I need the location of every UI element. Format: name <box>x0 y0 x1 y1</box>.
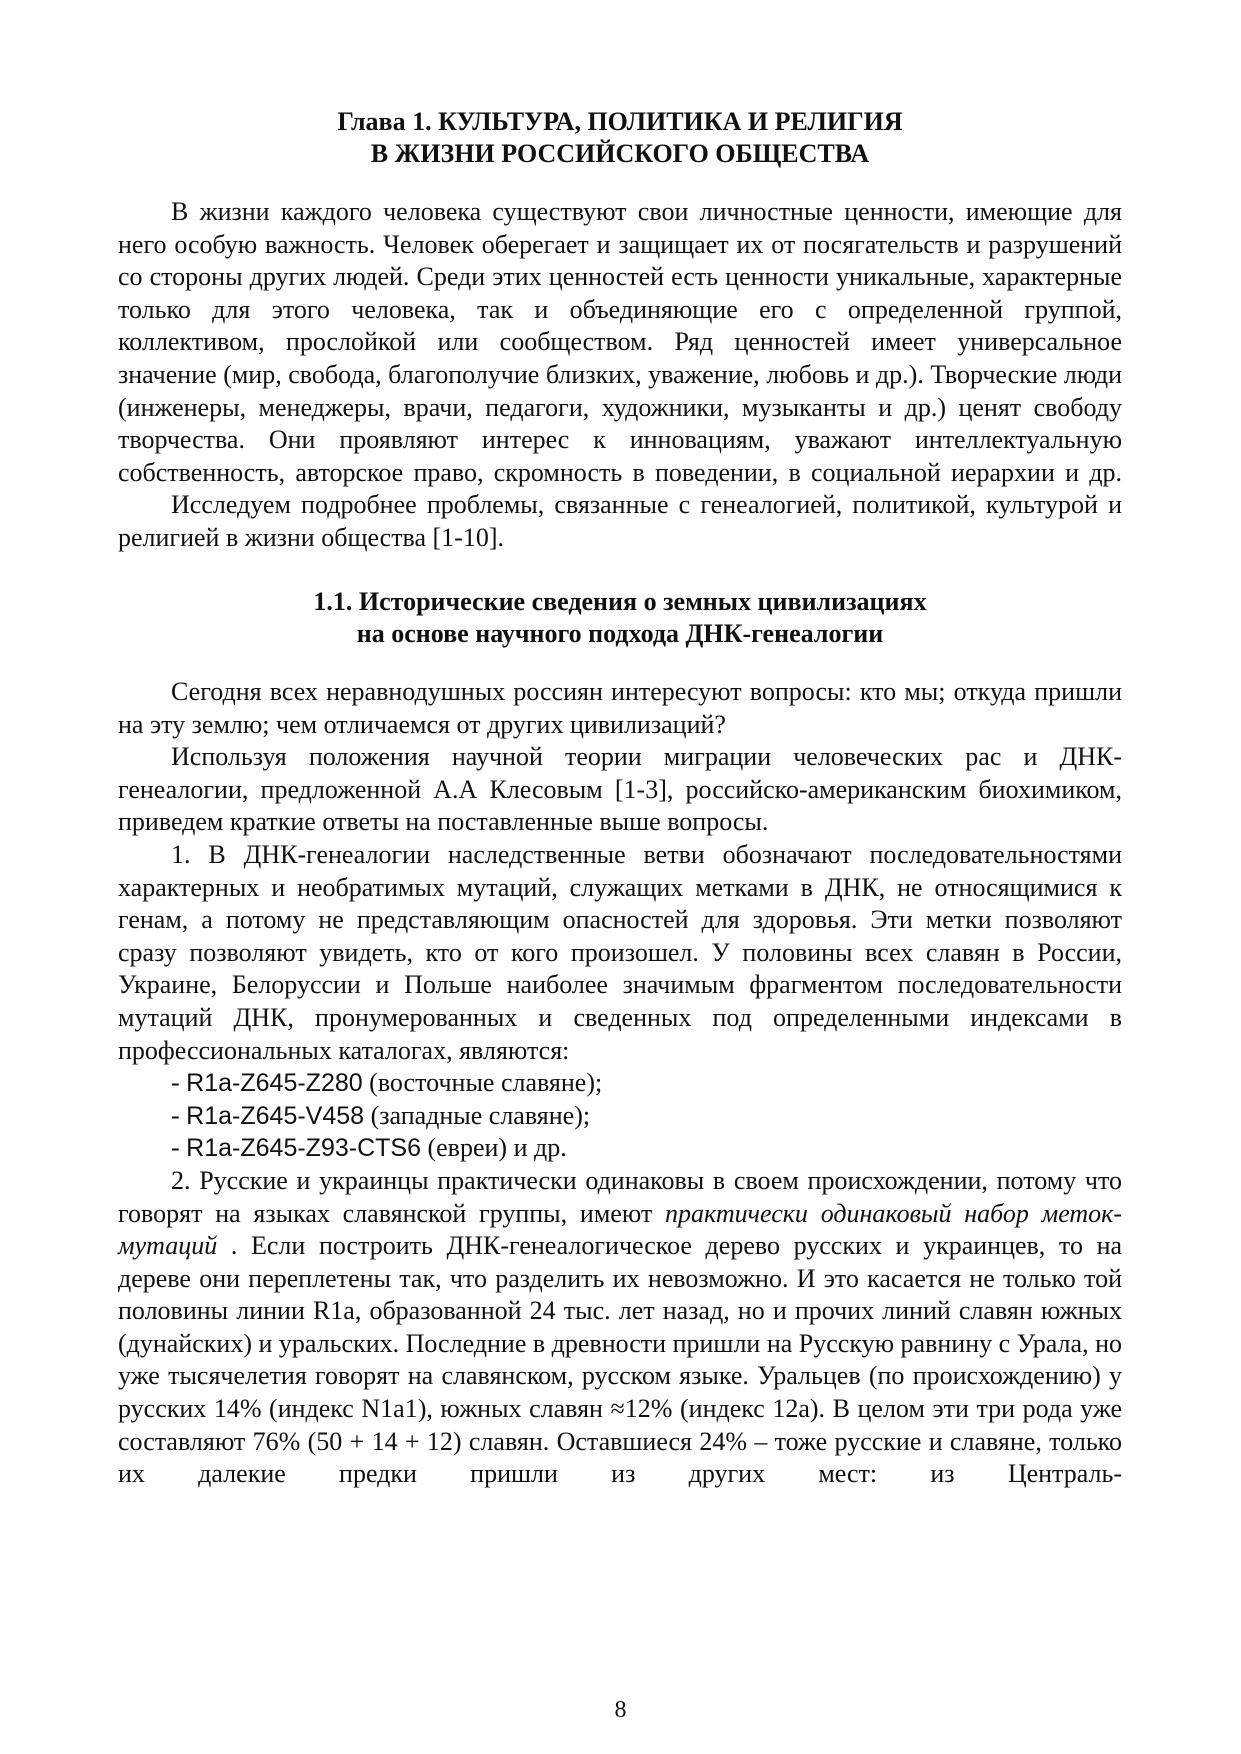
mutation-code: R1a-Z645-V458 <box>186 1101 365 1130</box>
intro-paragraph: В жизни каждого человека существуют свои личностные ценности, имеющие для него особую важность. Человек оберегает и защищает их от посягательств и разрушений со стороны других людей. Среди этих ценностей есть ценности уникальные, характерные только для этого человека, так и объединяющие его с определенной группой, коллективом, прослойкой или сообществом. Ряд ценностей имеет универсальное значение (мир, свобода, благополучие близких, уважение, любовь и др.). Творческие люди (инженеры, менеджеры, врачи, педагоги, художники, музыканты и др.) ценят свободу творчества. Они проявляют интерес к инновациям, уважают интеллектуальную собственность, авторское право, скромность в поведении, в социальной иерархии и др. <box>118 197 1122 487</box>
mutation-description: (восточные славяне); <box>369 1068 603 1098</box>
section-title-line: 1.1. Исторические сведения о земных цивилизациях <box>313 587 927 616</box>
list-item <box>118 1132 1122 1165</box>
mutation-description: (евреи) и др. <box>427 1133 567 1163</box>
paragraph-rest: русских и украинцев, то на дереве они переплетены так, что разделить их невозможно. И это касается не только той половины линии R1a, образованной 24 тыс. лет назад, но и прочих линий славян южных (дунайских) и уральских. Последние в древности пришли на Русскую равнину с Урала, но уже тысячелетия говорят на славянском, русском языке. Уральцев (по происхождению) у русских 14% (индекс N1a1), южных славян ≈12% (индекс 12а). В целом эти три рода уже составляют 76% (50 + 14 + 12) славян. Оставшиеся 24% – тоже русские и славяне, только их далекие предки пришли из других мест: из Централь- <box>118 1231 1123 1489</box>
chapter-title-line: В ЖИЗНИ РОССИЙСКОГО ОБЩЕСТВА <box>370 139 870 168</box>
list-item <box>118 1067 1122 1100</box>
paragraph-line: 2. Русские и украинцы практически одинаковы в своем происхождении, <box>171 1165 988 1195</box>
body-paragraph: 1. В ДНК-генеалогии наследственные ветви обозначают последовательностями характерных и необратимых мутаций, служащих метками в ДНК, не относящимися к генам, а потому не представляющим опасностей для здоровья. Эти метки позволяют сразу позволяют увидеть, кто от кого произошел. У половины всех славян в России, Украине, Белоруссии и Польше наиболее значимым фрагментом последовательности мутаций ДНК, пронумерованных и сведенных под определенными индексами в профессиональных каталогах, являются: <box>118 839 1122 1065</box>
list-dash: - <box>171 1068 180 1098</box>
mutation-list <box>118 1067 1122 1165</box>
body-paragraph <box>118 1165 1122 1491</box>
body-paragraph: Сегодня всех неравнодушных россиян интересуют вопросы: кто мы; откуда пришли на эту землю; чем отличаемся от других цивилизаций? <box>118 677 1122 739</box>
chapter-title-line: Глава 1. КУЛЬТУРА, ПОЛИТИКА И РЕЛИГИЯ <box>337 107 903 136</box>
page-number: 8 <box>614 1697 627 1723</box>
list-item <box>118 1100 1122 1133</box>
section-body <box>118 676 1122 1491</box>
paragraph-line: потому что говорят на языках славянской группы, имеют <box>118 1165 1122 1228</box>
mutation-code: R1a-Z645-Z280 <box>186 1069 363 1098</box>
chapter-title <box>118 106 1122 170</box>
mutation-code: R1a-Z645-Z93-CTS6 <box>186 1134 421 1163</box>
emphasis-text: практически одинаковый набор меток-мутаций <box>118 1198 1122 1261</box>
mutation-description: (западные славяне); <box>370 1100 591 1130</box>
body-paragraph: Используя положения научной теории миграции человеческих рас и ДНК-генеалогии, предложенной А.А Клесовым [1-3], российско-американским биохимиком, приведем краткие ответы на поставленные выше вопросы. <box>118 742 1122 837</box>
section-title <box>118 586 1122 650</box>
list-dash: - <box>171 1133 180 1163</box>
section-title-line: на основе научного подхода ДНК-генеалогии <box>356 619 884 648</box>
intro-paragraph: Исследуем подробнее проблемы, связанные с генеалогией, политикой, культурой и религией в жизни общества [1-10]. <box>118 490 1122 552</box>
chapter-intro <box>118 196 1122 555</box>
list-dash: - <box>171 1100 180 1130</box>
paragraph-line: . Если построить ДНК-генеалогическое дерево <box>230 1231 780 1261</box>
